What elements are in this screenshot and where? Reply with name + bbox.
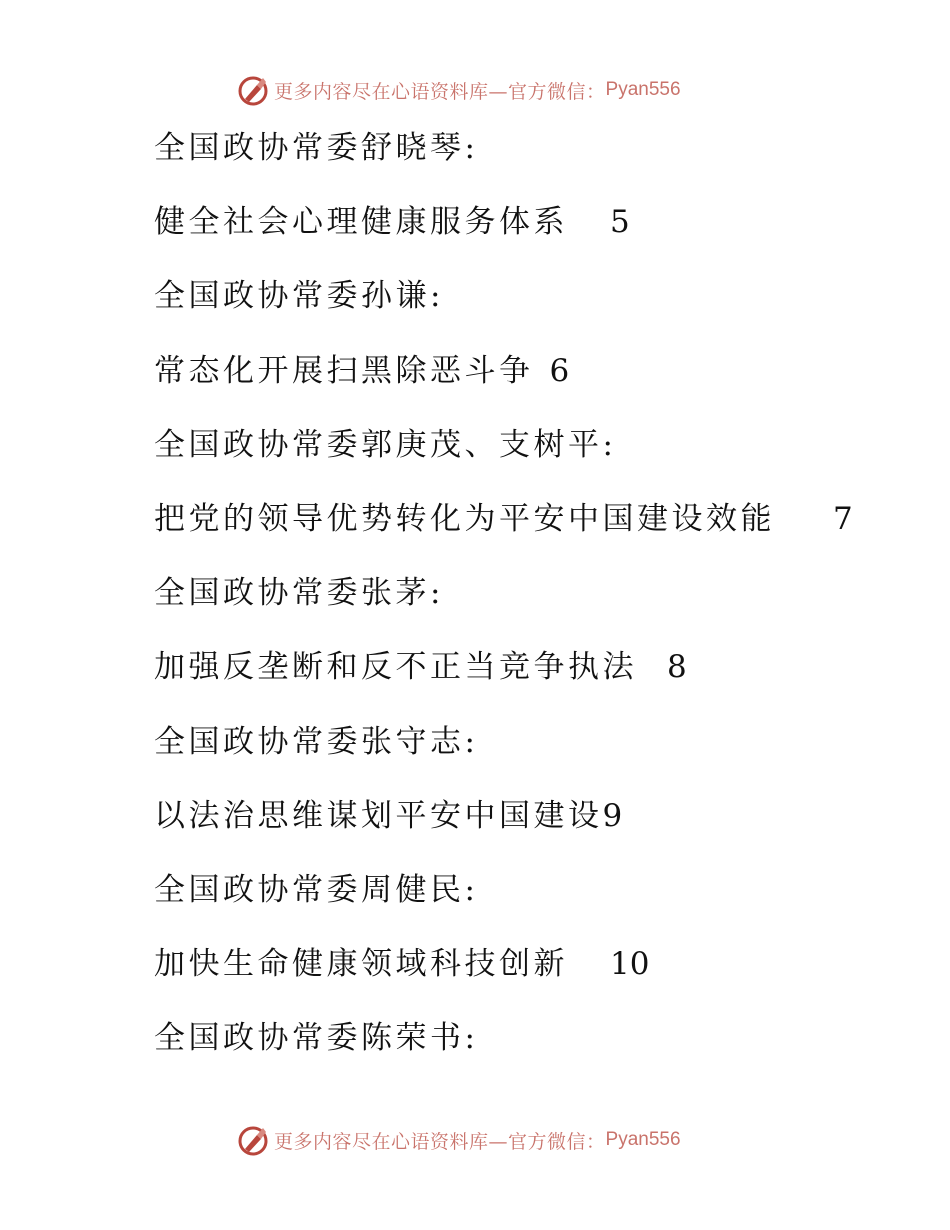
watermark-text: 更多内容尽在心语资料库—官方微信：	[274, 1130, 606, 1153]
toc-entry-title: 把党的领导优势转化为平安中国建设效能	[154, 500, 775, 537]
toc-entry-title: 常态化开展扫黑除恶斗争	[154, 352, 534, 389]
toc-author-line	[154, 569, 914, 643]
pen-logo-icon	[236, 1123, 270, 1157]
toc-page-number: 10	[610, 946, 650, 983]
toc-entry-line	[154, 940, 914, 1014]
toc-author-line	[154, 1014, 914, 1088]
toc-author-line	[154, 124, 914, 198]
watermark-text: 更多内容尽在心语资料库—官方微信：	[274, 80, 606, 103]
pen-logo-icon	[236, 73, 270, 107]
watermark-wechat-id: Pyan556	[605, 1129, 681, 1150]
watermark-wechat-id: Pyan556	[605, 79, 681, 100]
toc-entry-title: 以法治思维谋划平安中国建设	[154, 797, 603, 834]
toc-entry-line	[154, 198, 914, 272]
toc-entry-line	[154, 495, 914, 569]
toc-list	[154, 124, 914, 1088]
toc-author: 全国政协常委陈荣书:	[154, 1020, 479, 1057]
header-watermark	[236, 72, 681, 108]
toc-author: 全国政协常委周健民:	[154, 871, 479, 908]
toc-page-number: 7	[833, 500, 853, 537]
toc-author: 全国政协常委张守志:	[154, 723, 479, 760]
toc-author-line	[154, 421, 914, 495]
toc-page-number: 8	[667, 649, 687, 686]
toc-page-number: 5	[610, 204, 630, 241]
footer-watermark	[236, 1122, 681, 1158]
toc-page-number: 9	[602, 797, 623, 834]
toc-entry-title: 健全社会心理健康服务体系	[154, 204, 568, 241]
toc-author: 全国政协常委孙谦:	[154, 278, 444, 315]
toc-entry-line	[154, 347, 914, 421]
toc-author-line	[154, 272, 914, 346]
toc-author: 全国政协常委张茅:	[154, 575, 444, 612]
toc-entry-title: 加强反垄断和反不正当竞争执法	[154, 649, 637, 686]
toc-page-number: 6	[549, 352, 570, 389]
toc-author-line	[154, 718, 914, 792]
toc-author-line	[154, 866, 914, 940]
toc-entry-line	[154, 643, 914, 717]
toc-entry-title: 加快生命健康领域科技创新	[154, 946, 568, 983]
toc-author: 全国政协常委舒晓琴:	[154, 130, 479, 166]
toc-entry-line	[154, 792, 914, 866]
toc-author: 全国政协常委郭庚茂、支树平:	[154, 426, 617, 463]
